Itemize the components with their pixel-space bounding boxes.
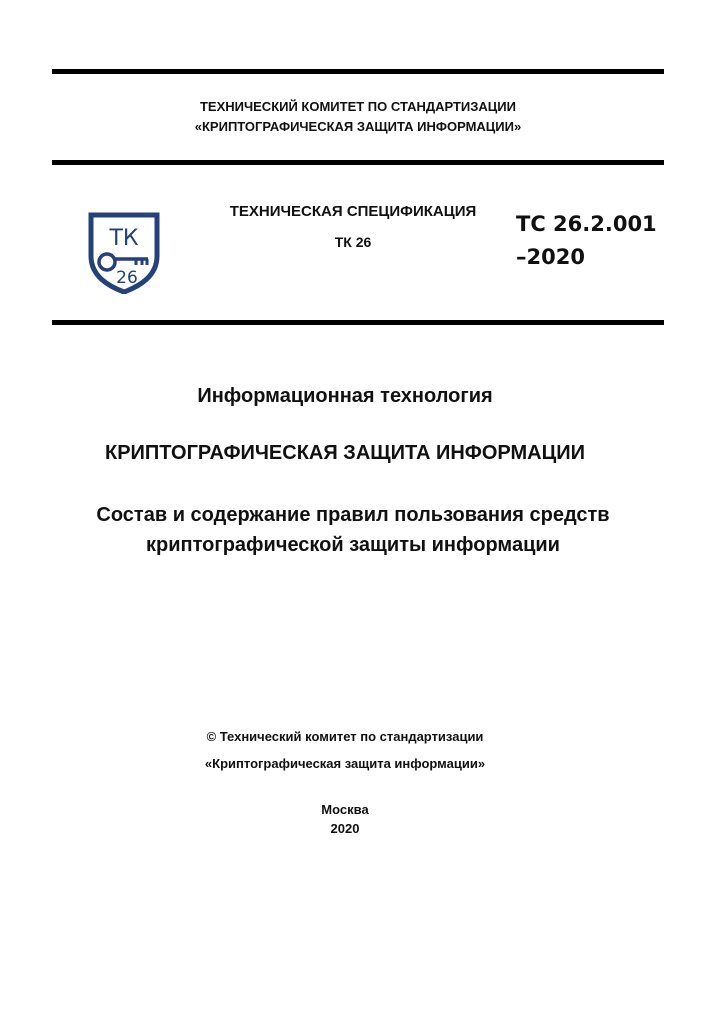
publication-year: 2020 — [330, 821, 360, 836]
logo-number: 26 — [116, 268, 138, 288]
top-divider — [52, 69, 664, 74]
logo-letters: ТК — [109, 226, 139, 251]
committee-line-1: ТЕХНИЧЕСКИЙ КОМИТЕТ ПО СТАНДАРТИЗАЦИИ — [199, 99, 516, 114]
title-main: КРИПТОГРАФИЧЕСКАЯ ЗАЩИТА ИНФОРМАЦИИ — [105, 442, 585, 464]
tk26-shield-key-icon — [88, 212, 160, 294]
publication-info — [0, 800, 690, 838]
header-divider — [52, 160, 664, 165]
copyright-line-2: «Криптографическая защита информации» — [204, 756, 486, 771]
copyright-notice — [0, 723, 690, 777]
committee-line-2: «КРИПТОГРАФИЧЕСКАЯ ЗАЩИТА ИНФОРМАЦИИ» — [194, 119, 522, 134]
title-description — [0, 500, 706, 560]
spec-year: –2020 — [516, 245, 585, 269]
publication-city: Москва — [321, 802, 369, 817]
copyright-line-1: © Технический комитет по стандартизации — [206, 729, 484, 744]
committee-header — [52, 97, 664, 137]
title-description-line-1: Состав и содержание правил пользования средств — [96, 504, 610, 526]
spec-number: ТС 26.2.001 — [516, 212, 657, 236]
title-description-line-2: криптографической защиты информации — [146, 534, 560, 556]
spec-type: ТЕХНИЧЕСКАЯ СПЕЦИФИКАЦИЯ — [229, 203, 477, 220]
spec-divider — [52, 320, 664, 325]
title-subject: Информационная технология — [197, 385, 493, 407]
spec-committee: ТК 26 — [334, 234, 372, 250]
